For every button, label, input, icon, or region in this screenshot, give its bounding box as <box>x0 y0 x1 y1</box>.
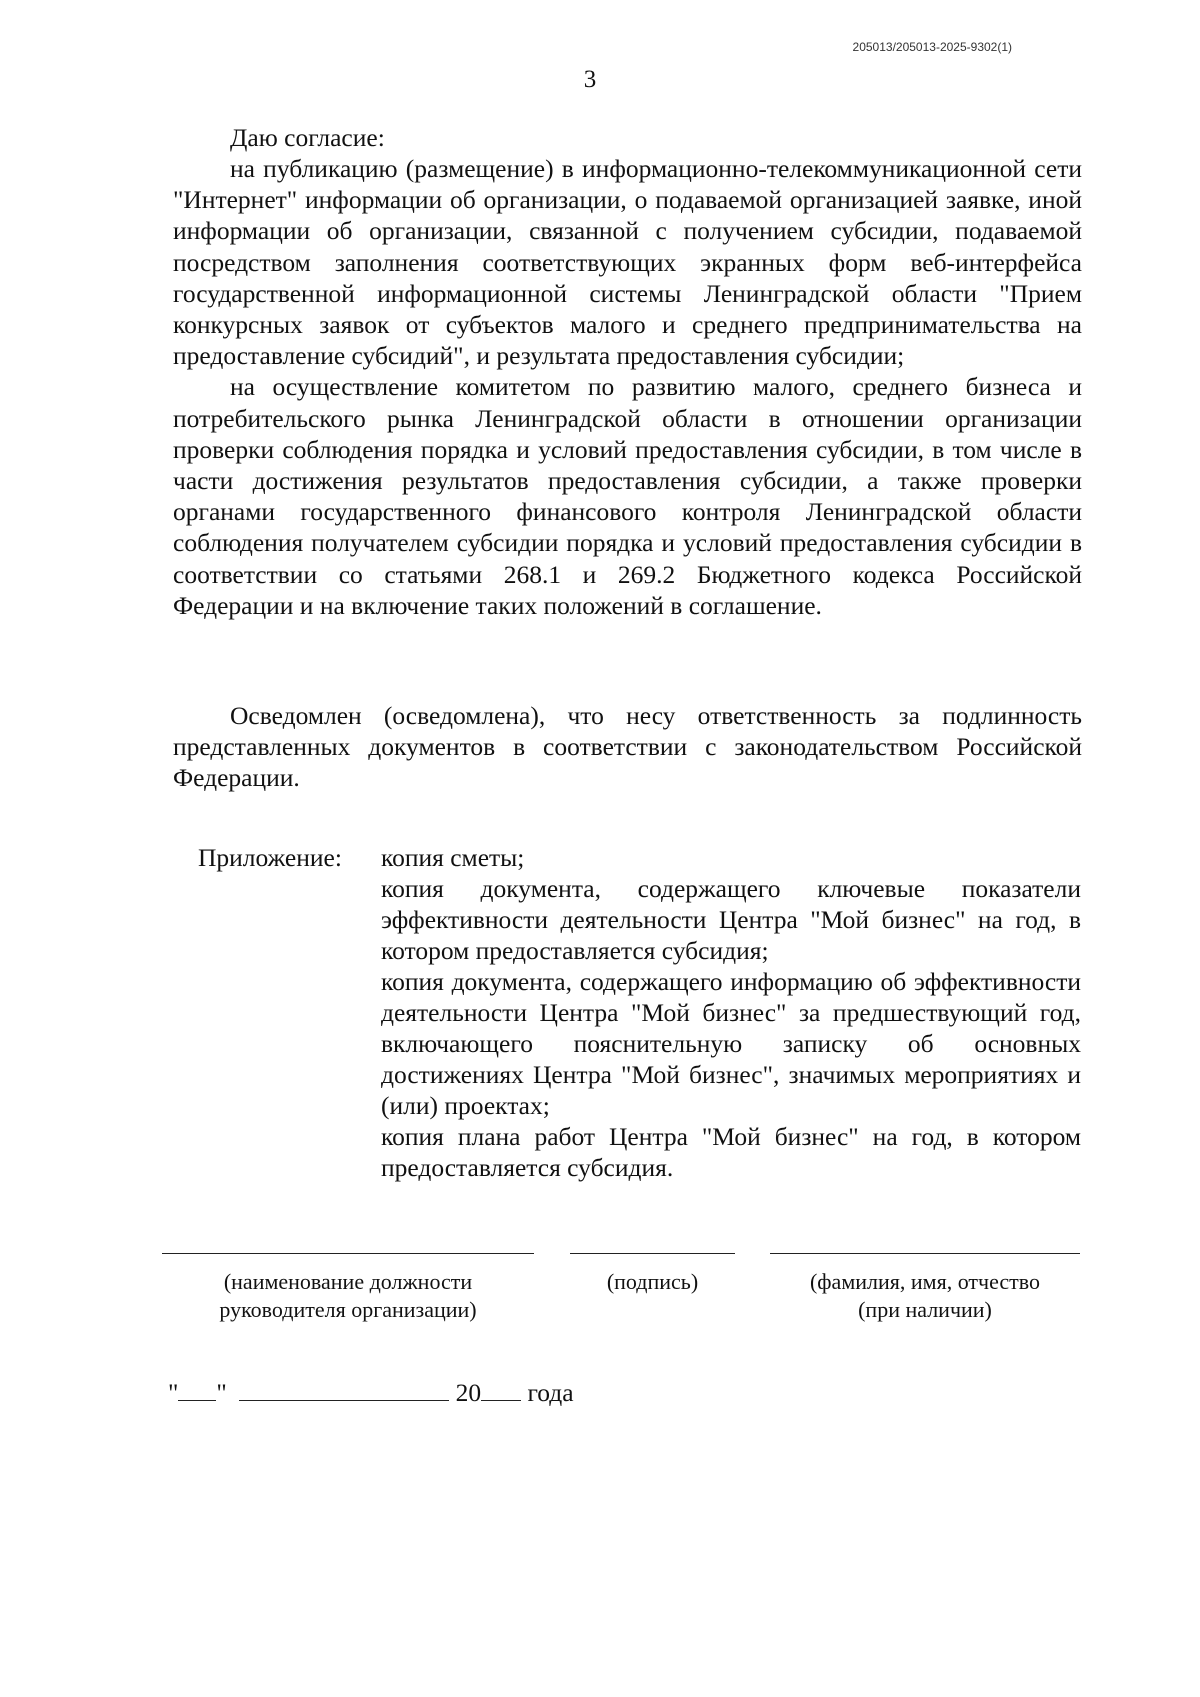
page-number: 3 <box>583 66 597 93</box>
year-suffix: года <box>527 1378 574 1407</box>
name-caption-line2: (при наличии) <box>858 1297 992 1322</box>
position-caption-line1: (наименование должности <box>223 1269 473 1294</box>
attachment-item: копия плана работ Центра "Мой бизнес" на год, в котором предоставляется субсидия. <box>381 1122 1081 1182</box>
attachment-item: копия документа, содержащего ключевые показатели эффективности деятельности Центра "Мой бизнес" на год, в котором предоставляется субсидия; <box>381 874 1081 965</box>
year-blank[interactable] <box>481 1378 521 1401</box>
date-open-quote: " <box>168 1378 179 1407</box>
name-caption-line1: (фамилия, имя, отчество <box>809 1269 1041 1294</box>
year-prefix: 20 <box>455 1378 482 1407</box>
consent-heading: Даю согласие: <box>230 123 385 152</box>
date-line <box>168 1378 574 1408</box>
attachment-item: копия документа, содержащего информацию об эффективности деятельности Центра "Мой бизнес" за предшествующий год, включающего пояснительную записку об основных достижениях Центра "Мой бизнес", значимых мероприятиях и (или) проектах; <box>381 967 1081 1120</box>
day-blank[interactable] <box>178 1378 216 1401</box>
consent-paragraph-publication: на публикацию (размещение) в информационно-телекоммуникационной сети "Интернет" информации об организации, о подаваемой организацией заявке, иной информации об организации, связанной с получением субсидии, подаваемой посредством заполнения соответствующих экранных форм веб-интерфейса государственной информационной системы Ленинградской области "Прием конкурсных заявок от субъектов малого и среднего предпринимательства на предоставление субсидий", и результата предоставления субсидии; <box>173 154 1082 371</box>
position-caption <box>162 1268 534 1324</box>
attachment-label: Приложение: <box>198 843 342 872</box>
date-close-quote: " <box>216 1378 227 1407</box>
signature-line[interactable] <box>570 1253 735 1254</box>
attachment-list <box>381 842 1081 1183</box>
name-signature-line[interactable] <box>770 1253 1080 1254</box>
consent-paragraph-inspection: на осуществление комитетом по развитию малого, среднего бизнеса и потребительского рынка Ленинградской области в отношении организации проверки соблюдения порядка и условий предоставления субсидии, в том числе в части достижения результатов предоставления субсидии, а также проверки органами государственного финансового контроля Ленинградской области соблюдения получателем субсидии порядка и условий предоставления субсидии в соответствии со статьями 268.1 и 269.2 Бюджетного кодекса Российской Федерации и на включение таких положений в соглашение. <box>173 372 1082 620</box>
sign-caption <box>570 1268 735 1296</box>
name-caption <box>770 1268 1080 1324</box>
month-blank[interactable] <box>239 1378 449 1401</box>
awareness-paragraph: Осведомлен (осведомлена), что несу ответственность за подлинность представленных документов в соответствии с законодательством Российской Федерации. <box>173 701 1082 793</box>
sign-caption-text: (подпись) <box>606 1269 699 1294</box>
awareness-block <box>173 700 1082 794</box>
position-signature-line[interactable] <box>162 1253 534 1254</box>
consent-paragraphs <box>173 153 1082 621</box>
document-id: 205013/205013-2025-9302(1) <box>852 40 1012 54</box>
position-caption-line2: руководителя организации) <box>219 1297 477 1322</box>
attachment-item: копия сметы; <box>381 843 525 872</box>
